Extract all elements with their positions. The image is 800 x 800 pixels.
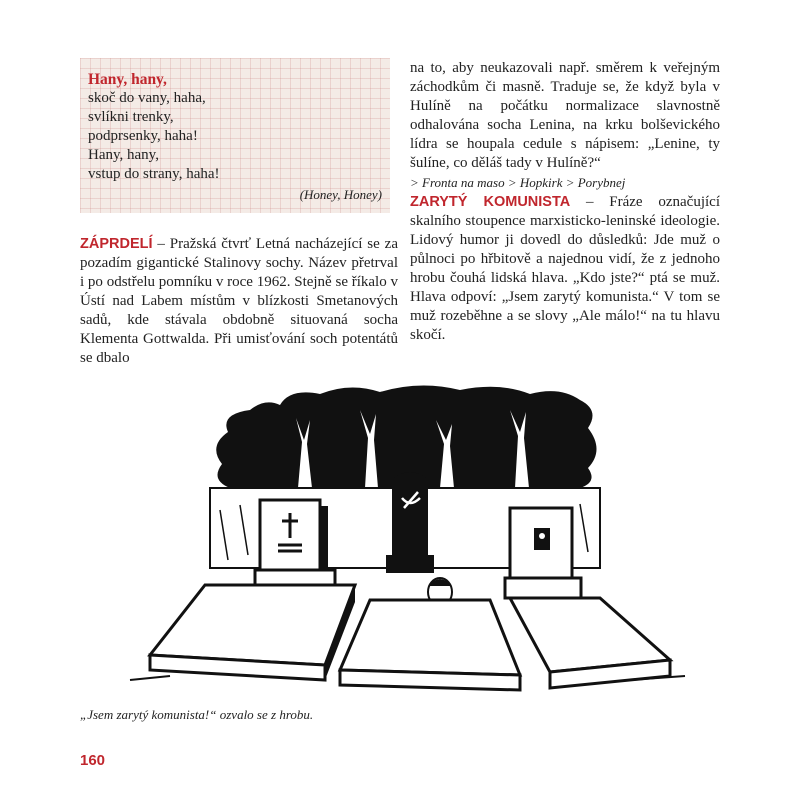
poem-line: Hany, hany, (88, 147, 159, 163)
poem-line: skoč do vany, haha, (88, 90, 206, 106)
poem-line: svlíkni trenky, (88, 109, 174, 125)
poem-source: (Honey, Honey) (299, 187, 382, 202)
poem-title: Hany, hany, (88, 71, 167, 88)
entry-continuation: na to, aby neukazovali např. směrem k veřejným záchodkům či masně. Traduje se, že když byla v Hulíně na počátku normalizace slavnostně odhalována socha Lenina, na krku bolševického lídra se houpala cedule s nápisem: „Lenine, ty šulíne, co děláš tady v Hulíně?“ (410, 60, 720, 171)
headstone-cross (255, 500, 335, 590)
poem-line: vstup do strany, haha! (88, 166, 220, 182)
entry-zaprdeli (80, 235, 398, 368)
entry-text-zaryty: – Fráze označující skalního stoupence marxisticko-leninské ideologie. Lidový humor ji dovedl do důsledků: Jde muž o půlnoci po hřbitově a najednou vidí, že z jednoho hrobu čouhá lidská hlava. „Kdo jste?“ ptá se muž. Hlava odpoví: „Jsem zarytý komunista.“ V tom se muž rozeběhne a se slovy „Ale málo!“ na tu hlavu skočí. (410, 194, 720, 343)
headstone-portrait (505, 508, 581, 598)
grave-slab-middle (340, 600, 520, 690)
headstone-hammer-sickle (386, 472, 434, 573)
grave-slab-left (150, 585, 355, 680)
grave-slab-right (510, 598, 670, 688)
poem-box (80, 58, 390, 213)
entry-term-zaprdeli: ZÁPRDELÍ (80, 236, 153, 252)
cross-reference: > Fronta na maso > Hopkirk > Porybnej (410, 175, 626, 190)
entry-zaryty-komunista (410, 193, 720, 345)
page-number: 160 (80, 752, 106, 769)
entry-zaprdeli-continued (410, 59, 720, 192)
entry-text-zaprdeli: – Pražská čtvrť Letná nacházející se za pozadím gigantické Stalinovy sochy. Název přetrval i po odstřelu pomníku v roce 1962. Stejně se říkalo v Ústí nad Labem místům v blízkosti Smetanových sadů, kde stávala obdobně situovaná socha Klementa Gottwalda. Při umisťování soch potentátů se dbalo (80, 236, 398, 366)
entry-term-zaryty: ZARYTÝ KOMUNISTA (410, 194, 571, 210)
illustration-caption: „Jsem zarytý komunista!“ ozvalo se z hrobu. (80, 707, 314, 722)
poem-line: podprsenky, haha! (88, 128, 198, 144)
cemetery-illustration (110, 380, 700, 700)
